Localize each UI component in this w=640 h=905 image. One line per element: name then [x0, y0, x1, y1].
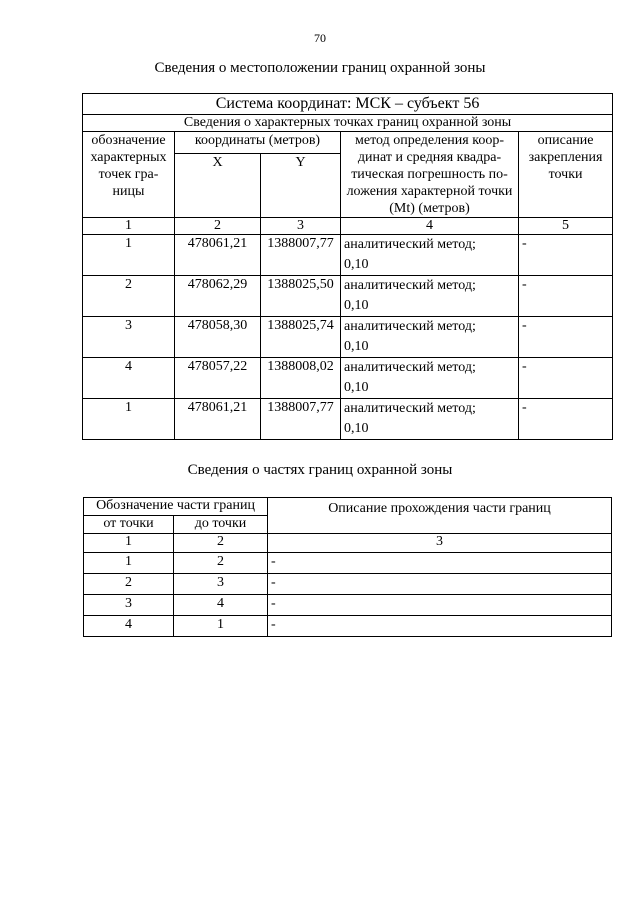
table-row: [83, 235, 613, 276]
error-value: 0,10: [344, 298, 369, 313]
coord-x: 478058,30: [175, 317, 261, 358]
header-x: X: [175, 153, 261, 217]
column-number: 1: [84, 534, 174, 553]
method-text: аналитический метод;: [344, 360, 476, 375]
coordinate-system-label: Система координат: МСК – субъект 56: [83, 94, 613, 115]
from-point: 2: [84, 574, 174, 595]
coord-y: 1388025,74: [261, 317, 341, 358]
parts-heading: Сведения о частях границ охранной зоны: [187, 462, 453, 478]
column-number: 2: [175, 218, 261, 235]
to-point: 1: [174, 616, 268, 637]
table-row: [84, 553, 612, 574]
header-part-description: Описание прохождения части границ: [268, 498, 612, 534]
to-point: 3: [174, 574, 268, 595]
boundary-parts-table: [83, 497, 612, 637]
part-description: -: [268, 595, 612, 616]
error-value: 0,10: [344, 380, 369, 395]
coord-x: 478061,21: [175, 399, 261, 440]
part-description: -: [268, 574, 612, 595]
to-point: 2: [174, 553, 268, 574]
column-number: 2: [174, 534, 268, 553]
table-row: [83, 358, 613, 399]
fixing-cell: -: [519, 399, 613, 440]
coord-y: 1388007,77: [261, 235, 341, 276]
from-point: 4: [84, 616, 174, 637]
coord-y: 1388008,02: [261, 358, 341, 399]
table-row: [84, 595, 612, 616]
point-number: 1: [83, 235, 175, 276]
point-number: 2: [83, 276, 175, 317]
header-part-designation: Обозначение части границ: [84, 498, 268, 516]
column-number: 1: [83, 218, 175, 235]
method-text: аналитический метод;: [344, 237, 476, 252]
header-from-point: от точки: [84, 516, 174, 534]
header-y: Y: [261, 153, 341, 217]
part-description: -: [268, 553, 612, 574]
header-method: метод определения коор-динат и средняя квадра-тическая погрешность по-ложения характерной точки (Mt) (метров): [341, 132, 519, 218]
method-cell: [341, 317, 519, 358]
page-number: 70: [314, 31, 326, 45]
point-number: 1: [83, 399, 175, 440]
fixing-cell: -: [519, 358, 613, 399]
column-number: 5: [519, 218, 613, 235]
header-to-point: до точки: [174, 516, 268, 534]
method-text: аналитический метод;: [344, 278, 476, 293]
table-row: [83, 317, 613, 358]
coord-x: 478061,21: [175, 235, 261, 276]
location-heading: Сведения о местоположении границ охранной зоны: [154, 60, 486, 76]
error-value: 0,10: [344, 339, 369, 354]
method-text: аналитический метод;: [344, 319, 476, 334]
fixing-cell: -: [519, 276, 613, 317]
method-text: аналитический метод;: [344, 401, 476, 416]
fixing-cell: -: [519, 235, 613, 276]
coord-x: 478062,29: [175, 276, 261, 317]
from-point: 3: [84, 595, 174, 616]
point-number: 3: [83, 317, 175, 358]
boundary-points-table: [82, 93, 613, 440]
coord-x: 478057,22: [175, 358, 261, 399]
error-value: 0,10: [344, 257, 369, 272]
method-cell: [341, 235, 519, 276]
fixing-cell: -: [519, 317, 613, 358]
error-value: 0,10: [344, 421, 369, 436]
column-number: 4: [341, 218, 519, 235]
to-point: 4: [174, 595, 268, 616]
column-number: 3: [268, 534, 612, 553]
method-cell: [341, 358, 519, 399]
table-row: [83, 276, 613, 317]
coord-y: 1388025,50: [261, 276, 341, 317]
points-table-subtitle: Сведения о характерных точках границ охранной зоны: [83, 115, 613, 132]
table-row: [84, 616, 612, 637]
method-cell: [341, 399, 519, 440]
point-number: 4: [83, 358, 175, 399]
header-coordinates: координаты (метров): [175, 132, 341, 154]
part-description: -: [268, 616, 612, 637]
table-row: [84, 574, 612, 595]
column-number: 3: [261, 218, 341, 235]
method-cell: [341, 276, 519, 317]
header-fixing: описание закрепления точки: [519, 132, 613, 218]
from-point: 1: [84, 553, 174, 574]
header-point-designation: обозначение характерных точек гра-ницы: [83, 132, 175, 218]
coord-y: 1388007,77: [261, 399, 341, 440]
table-row: [83, 399, 613, 440]
